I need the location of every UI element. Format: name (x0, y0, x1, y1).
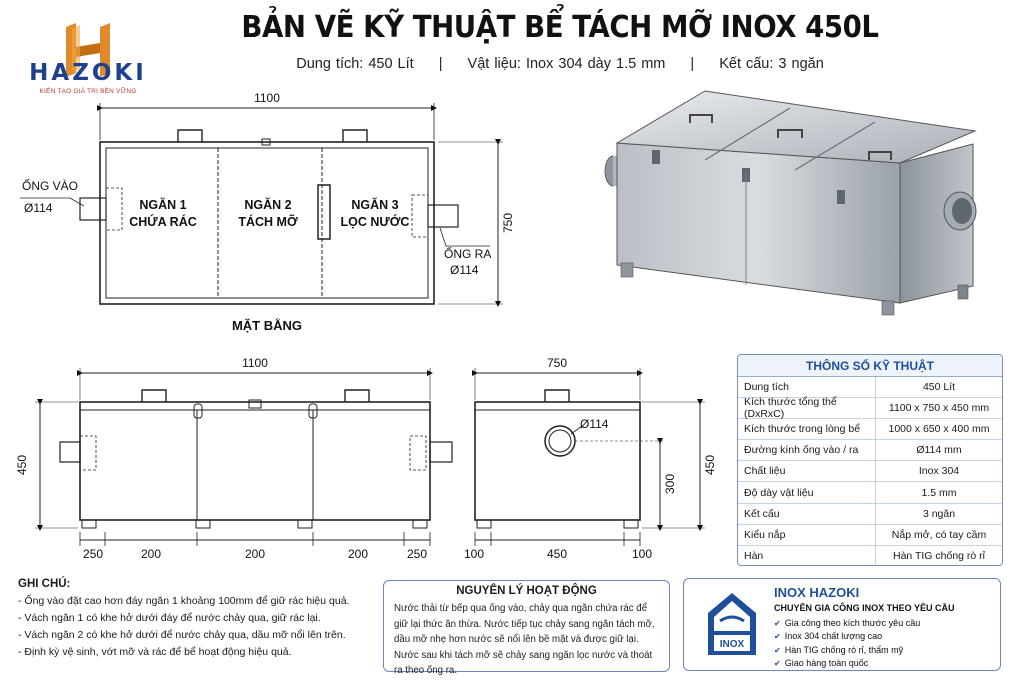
side-seg-1: 100 (463, 547, 485, 561)
spec-value: 1000 x 650 x 400 mm (888, 423, 990, 436)
spec-title: THÔNG SỐ KỸ THUẬT (738, 355, 1002, 377)
spec-row (738, 546, 1002, 566)
side-pipe-height: 300 (663, 473, 677, 495)
brand-icon-label: INOX (719, 639, 745, 650)
plan-depth-dim: 750 (501, 212, 515, 234)
compartment-1-line2: CHỨA RÁC (129, 215, 197, 229)
spec-row (738, 482, 1002, 503)
page-title: BẢN VẼ KỸ THUẬT BỂ TÁCH MỠ INOX 450L (241, 10, 879, 45)
principle-text: Nước thải từ bếp qua ống vào, chảy qua ngăn chứa rác để giữ lại thức ăn thừa. Nước tiếp tục chảy sang ngăn tách mỡ, dầu mỡ nhẹ hơn nước sẽ nổi lên bề mặt và được giữ lại. Nước sau khi tách mỡ sẽ chảy sang ngăn lọc nước và thoát ra theo ống ra. (394, 603, 655, 676)
spec-value: 1100 x 750 x 450 mm (888, 402, 990, 415)
subtitle-sep: | (690, 56, 695, 72)
spec-table (737, 354, 1003, 566)
spec-key: Kích thước tổng thể (DxRxC) (738, 398, 876, 418)
spec-row (738, 440, 1002, 461)
spec-key: Kiểu nắp (738, 525, 876, 545)
subtitle-structure: Kết cấu: 3 ngăn (719, 56, 824, 72)
spec-row (738, 377, 1002, 398)
spec-row (738, 419, 1002, 440)
tank-3d-illustration (605, 91, 976, 315)
note-item: - Định kỳ vệ sinh, vớt mỡ và rác để bể hoạt động hiệu quả. (18, 646, 292, 658)
side-view (475, 368, 705, 546)
brand-feature: ✔ Giao hàng toàn quốc (774, 657, 920, 670)
notes-section (18, 578, 373, 661)
note-item: - Vách ngăn 2 có khe hở dưới để nước chảy qua, dầu mỡ nổi lên trên. (18, 629, 346, 641)
side-pipe-dia: Ø114 (580, 417, 609, 431)
spec-row (738, 461, 1002, 482)
brand-feature: ✔ Gia công theo kích thước yêu cầu (774, 617, 920, 630)
compartment-2-line1: NGĂN 2 (244, 198, 292, 212)
brand-feature: ✔ Hàn TIG chống rò rỉ, thẩm mỹ (774, 644, 920, 657)
brand-box (683, 578, 1001, 671)
spec-key: Kết cấu (738, 504, 876, 524)
side-height-dim: 450 (703, 454, 717, 476)
spec-value: 1.5 mm (921, 486, 957, 499)
spec-row (738, 525, 1002, 546)
side-seg-2: 450 (546, 547, 568, 561)
inox-house-icon (706, 591, 758, 657)
front-seg-5: 250 (406, 547, 428, 561)
front-seg-3: 200 (244, 547, 266, 561)
brand-feature: ✔ Inox 304 chất lượng cao (774, 630, 920, 643)
front-height-dim: 450 (15, 454, 29, 476)
front-width-dim: 1100 (242, 356, 268, 370)
spec-row (738, 398, 1002, 419)
inlet-label: ỐNG VÀO (22, 179, 79, 193)
front-seg-2: 200 (140, 547, 162, 561)
front-view (35, 368, 452, 546)
plan-caption: MẶT BẰNG (231, 318, 303, 333)
side-width-dim: 750 (546, 356, 568, 370)
subtitle-material: Vật liệu: Inox 304 dày 1.5 mm (467, 56, 666, 72)
spec-key: Dung tích (738, 377, 876, 397)
outlet-dia: Ø114 (450, 263, 479, 277)
brand-tagline: CHUYÊN GIA CÔNG INOX THEO YÊU CẦU (774, 603, 955, 613)
brand-name: INOX HAZOKI (774, 585, 860, 600)
subtitle-sep: | (438, 56, 443, 72)
logo-name: HAZOKI (29, 60, 147, 86)
note-item: - Vách ngăn 1 có khe hở dưới đáy để nước chảy qua, giữ rác lại. (18, 612, 321, 624)
front-seg-4: 200 (347, 547, 369, 561)
logo-slogan: KIẾN TẠO GIÁ TRỊ BỀN VỮNG (39, 88, 137, 95)
inlet-dia: Ø114 (24, 201, 53, 215)
subtitle-capacity: Dung tích: 450 Lít (296, 56, 414, 72)
spec-value: 450 Lít (922, 381, 956, 394)
spec-key: Độ dày vật liệu (738, 482, 876, 502)
principle-title: NGUYÊN LÝ HOẠT ĐỘNG (456, 585, 597, 597)
spec-value: Hàn TIG chống rò rỉ (892, 550, 985, 563)
principle-box (383, 580, 670, 676)
note-item: - Ống vào đặt cao hơn đáy ngăn 1 khoảng 100mm để giữ rác hiệu quả. (18, 595, 350, 607)
plan-width-dim: 1100 (254, 91, 280, 105)
outlet-label: ỐNG RA (444, 247, 492, 261)
compartment-3-line2: LỌC NƯỚC (340, 215, 410, 229)
front-seg-1: 250 (82, 547, 104, 561)
spec-key: Hàn (738, 546, 876, 566)
spec-key: Đường kính ống vào / ra (738, 440, 876, 460)
brand-features (774, 617, 920, 670)
spec-value: Nắp mở, có tay cầm (891, 528, 987, 541)
spec-value: Inox 304 (918, 465, 960, 478)
spec-key: Chất liệu (738, 461, 876, 481)
compartment-3-line1: NGĂN 3 (351, 198, 399, 212)
spec-value: 3 ngăn (922, 507, 956, 520)
notes-title: GHI CHÚ: (18, 578, 71, 590)
spec-row (738, 504, 1002, 525)
compartment-1-line1: NGĂN 1 (139, 198, 187, 212)
compartment-2-line2: TÁCH MỠ (238, 215, 298, 229)
side-seg-3: 100 (631, 547, 653, 561)
spec-value: Ø114 mm (916, 444, 962, 457)
spec-key: Kích thước trong lòng bể (738, 419, 876, 439)
